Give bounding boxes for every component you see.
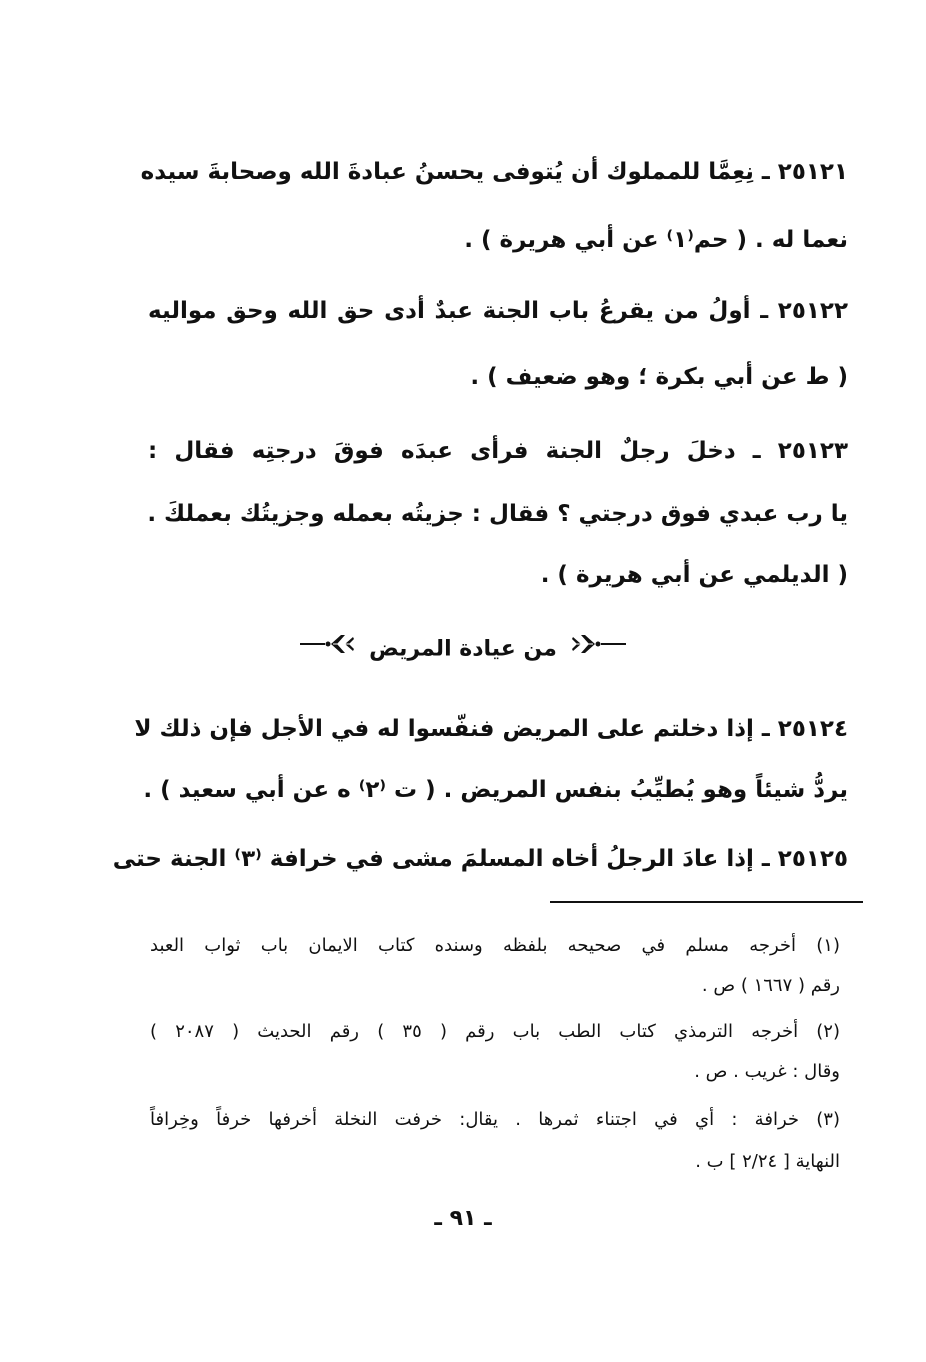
footnote-3-line-2: النهاية [ ٢/٢٤ ] ب . <box>695 1151 840 1172</box>
footnote-2-line-2: وقال : غريب . ص . <box>694 1061 840 1082</box>
section-heading-text: من عيادة المريض <box>369 636 557 662</box>
ornament-right-icon <box>571 632 627 667</box>
entry-25122-line-1: ٢٥١٢٢ ـ أولُ من يقرعُ باب الجنة عبدٌ أدى حق الله وحق مواليه <box>148 298 848 324</box>
entry-25124-line-1: ٢٥١٢٤ ـ إذا دخلتم على المريض فنفّسوا له في الأجل فإن ذلك لا <box>134 716 848 742</box>
entry-25123-line-3: ( الديلمي عن أبي هريرة ) . <box>540 562 848 588</box>
entry-25121-line-2: نعما له . ( حم⁽١⁾ عن أبي هريرة ) . <box>464 227 848 253</box>
ornament-left-icon <box>299 632 355 667</box>
footnote-3-line-1: (٣) خرافة : أي في اجتناء ثمرها . يقال: خرفت النخلة أخرفها خرفاً وخِرافاً <box>150 1109 840 1130</box>
entry-25124-line-2: يردُّ شيئاً وهو يُطيِّبُ بنفس المريض . ( ت ⁽٢⁾ ه عن أبي سعيد ) . <box>143 777 848 803</box>
entry-25121-line-1: ٢٥١٢١ ـ نِعِمَّا للمملوك أن يُتوفى يحسنُ عبادةَ الله وصحابةَ سيده <box>140 159 848 185</box>
section-heading <box>0 632 926 667</box>
page-number: ـ ٩١ ـ <box>434 1206 492 1231</box>
entry-25123-line-1: ٢٥١٢٣ ـ دخلَ رجلٌ الجنة فرأى عبدَه فوقَ درجتِه فقال : <box>148 438 848 464</box>
entry-25122-line-2: ( ط عن أبي بكرة ؛ وهو ضعيف ) . <box>470 364 848 390</box>
footnote-2-line-1: (٢) أخرجه الترمذي كتاب الطب باب رقم ( ٣٥ ) رقم الحديث ( ٢٠٨٧ ) <box>150 1021 840 1042</box>
footnote-1-line-1: (١) أخرجه مسلم في صحيحه بلفظه وسنده كتاب الايمان باب ثواب العبد <box>150 935 840 956</box>
entry-25125-line-1: ٢٥١٢٥ ـ إذا عادَ الرجلُ أخاه المسلمَ مشى في خرافة ⁽٣⁾ الجنة حتى <box>112 846 848 872</box>
footnote-1-line-2: رقم ( ١٦٦٧ ) ص . <box>701 975 840 996</box>
footnote-separator <box>550 901 863 903</box>
entry-25123-line-2: يا رب عبدي فوق درجتي ؟ فقال : جزيتُه بعمله وجزيتُك بعملكَ . <box>147 501 848 527</box>
